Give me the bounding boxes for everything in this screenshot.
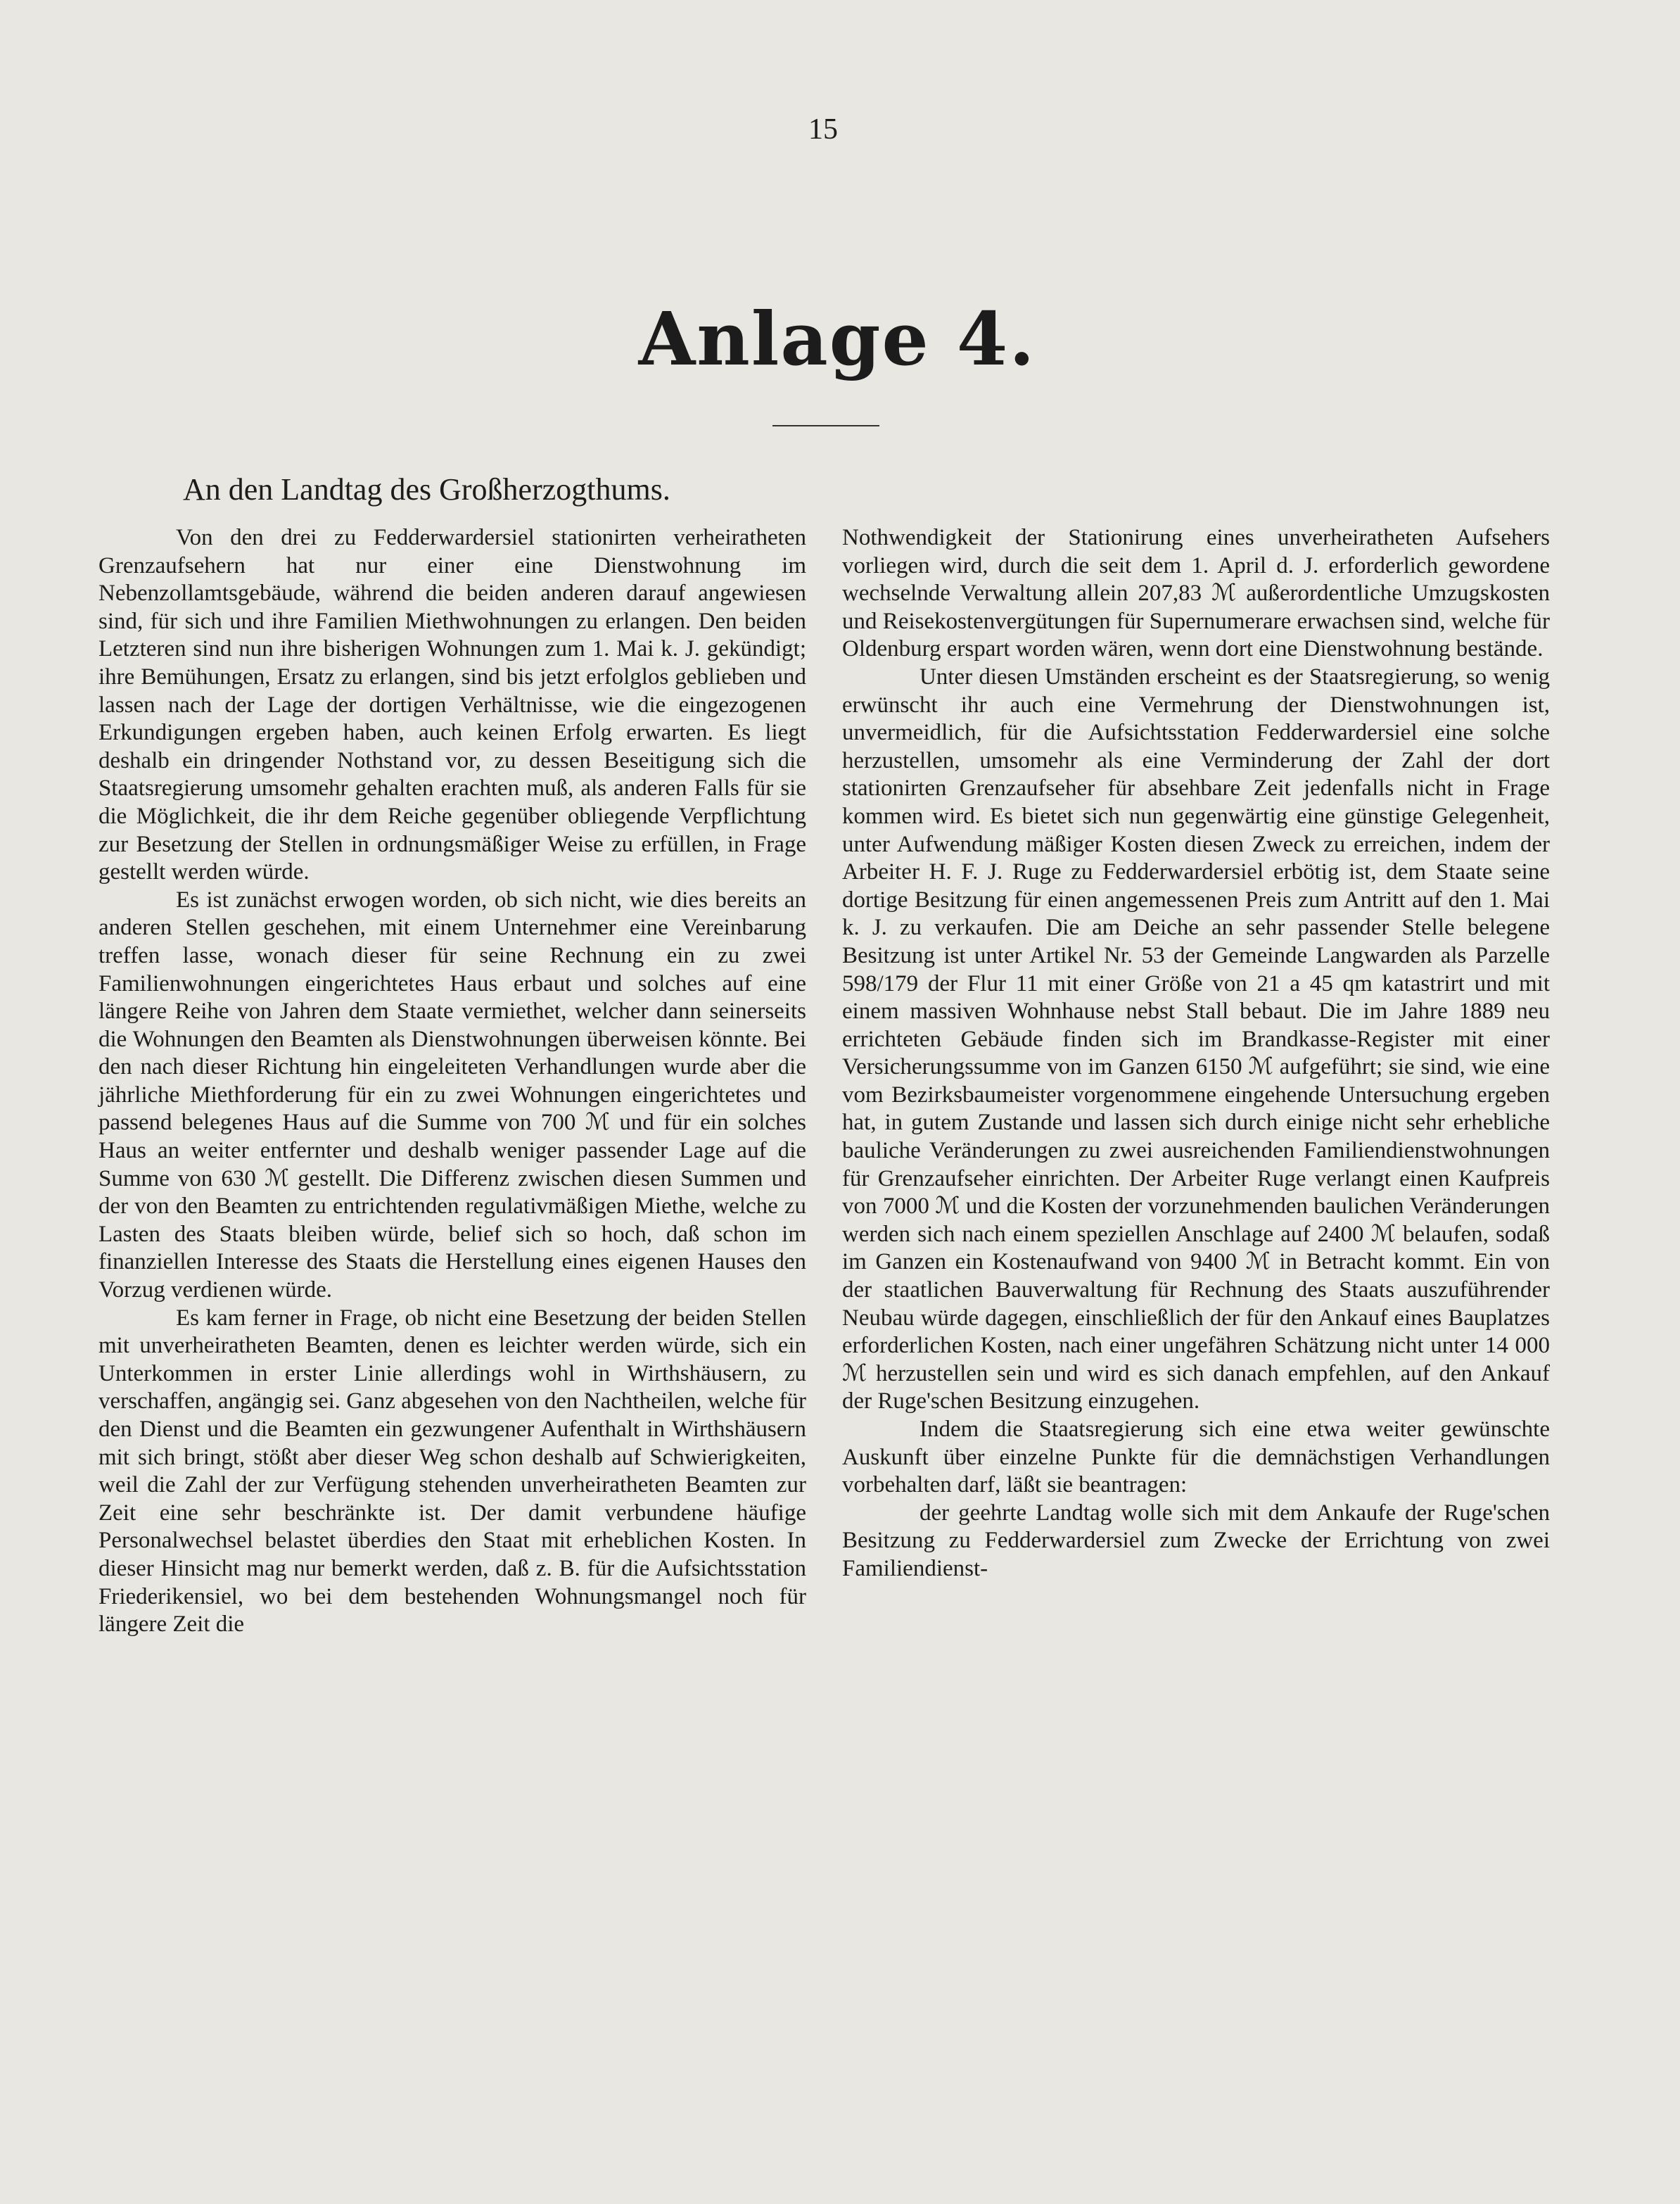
motion-text: der geehrte Landtag wolle sich mit dem Ankaufe der Ruge'schen Besitzung zu Fedderwardersiel zum Zwecke der Errichtung von zwei Familiendienst- <box>842 1500 1550 1581</box>
page-title: Anlage 4. <box>638 296 1036 382</box>
addressee-heading: An den Landtag des Großherzogthums. <box>183 472 670 507</box>
paragraph: Es kam ferner in Frage, ob nicht eine Besetzung der beiden Stellen mit unverheiratheten Beamten, denen es leichter werden würde, sich ein Unterkommen in erster Linie allerdings wohl in Wirthshäusern, zu verschaffen, angängig sei. Ganz abgesehen von den Nachtheilen, welche für den Dienst und die Beamten ein gezwungener Aufenthalt in Wirthshäusern mit sich bringt, stößt aber dieser Weg schon deshalb auf Schwierigkeiten, weil die Zahl der zur Verfügung stehenden unverheiratheten Beamten zur Zeit eine sehr beschränkte ist. Der damit verbundene häufige Personalwechsel belastet überdies den Staat mit erheblichen Kosten. In dieser Hinsicht mag nur bemerkt werden, daß z. B. für die Aufsichtsstation Friederikensiel, wo bei dem bestehenden Wohnungsmangel noch für längere Zeit die <box>98 1305 806 1638</box>
page-number: 15 <box>808 113 838 146</box>
left-column <box>98 524 806 1639</box>
title-divider <box>772 425 879 426</box>
paragraph-continued: Nothwendigkeit der Stationirung eines unverheiratheten Aufsehers vorliegen wird, durch die seit dem 1. April d. J. erforderlich gewordene wechselnde Verwaltung allein 207,83 ℳ außerordentliche Umzugskosten und Reisekostenvergütungen für Supernumerare erwachsen sind, welche für Oldenburg erspart worden wären, wenn dort eine Dienstwohnung bestände. <box>842 525 1550 662</box>
paragraph: Es ist zunächst erwogen worden, ob sich nicht, wie dies bereits an anderen Stellen geschehen, mit einem Unternehmer eine Vereinbarung treffen lasse, wonach dieser für seine Rechnung ein zu zwei Familienwohnungen eingerichtetes Haus erbaut und solches auf eine längere Reihe von Jahren dem Staate vermiethet, welcher dann seinerseits die Wohnungen den Beamten als Dienstwohnungen überweisen könnte. Bei den nach dieser Richtung hin eingeleiteten Verhandlungen wurde aber die jährliche Miethforderung für ein zu zwei Wohnungen eingerichtetes und passend belegenes Haus auf die Summe von 700 ℳ und für ein solches Haus an weiter entfernter und deshalb weniger passender Lage auf die Summe von 630 ℳ gestellt. Die Differenz zwischen diesen Summen und der von den Beamten zu entrichtenden regulativmäßigen Miethe, welche zu Lasten des Staats bleiben würde, belief sich so hoch, daß schon im finanziellen Interesse des Staats die Herstellung eines eigenen Hauses den Vorzug verdienen würde. <box>98 887 806 1303</box>
paragraph: Von den drei zu Fedderwardersiel stationirten verheiratheten Grenzaufsehern hat nur einer eine Dienstwohnung im Nebenzollamtsgebäude, während die beiden anderen darauf angewiesen sind, für sich und ihre Familien Miethwohnungen zu erlangen. Den beiden Letzteren sind nun ihre bisherigen Wohnungen zum 1. Mai k. J. gekündigt; ihre Bemühungen, Ersatz zu erlangen, sind bis jetzt erfolglos geblieben und lassen nach der Lage der dortigen Verhältnisse, wie die eingezogenen Erkundigungen ergeben haben, auch keinen Erfolg erwarten. Es liegt deshalb ein dringender Nothstand vor, zu dessen Beseitigung sich die Staatsregierung umsomehr gehalten erachten muß, als anderen Falls für sie die Möglichkeit, die ihr dem Reiche gegenüber obliegende Verpflichtung zur Besetzung der Stellen in ordnungsmäßiger Weise zu erfüllen, in Frage gestellt werden würde. <box>98 525 806 885</box>
right-column <box>842 524 1550 1583</box>
paragraph: Indem die Staatsregierung sich eine etwa weiter gewünschte Auskunft über einzelne Punkte für die demnächstigen Verhandlungen vorbehalten darf, läßt sie beantragen: <box>842 1417 1550 1498</box>
paragraph: Unter diesen Umständen erscheint es der Staatsregierung, so wenig erwünscht ihr auch eine Vermehrung der Dienstwohnungen ist, unvermeidlich, für die Aufsichtsstation Fedderwardersiel eine solche herzustellen, umsomehr als eine Verminderung der Zahl der dort stationirten Grenzaufseher für absehbare Zeit jedenfalls nicht in Frage kommen wird. Es bietet sich nun gegenwärtig eine günstige Gelegenheit, unter Aufwendung mäßiger Kosten diesen Zweck zu erreichen, indem der Arbeiter H. F. J. Ruge zu Fedderwardersiel erbötig ist, dem Staate seine dortige Besitzung für einen angemessenen Preis zum Antritt auf den 1. Mai k. J. zu verkaufen. Die am Deiche an sehr passender Stelle belegene Besitzung ist unter Artikel Nr. 53 der Gemeinde Langwarden als Parzelle 598/179 der Flur 11 mit einer Größe von 21 a 45 qm katastrirt und mit einem massiven Wohnhause nebst Stall bebaut. Die im Jahre 1889 neu errichteten Gebäude finden sich im Brandkasse-Register mit einer Versicherungssumme von im Ganzen 6150 ℳ aufgeführt; sie sind, wie eine vom Bezirksbaumeister vorgenommene eingehende Untersuchung ergeben hat, in gutem Zustande und lassen sich durch einige nicht sehr erhebliche bauliche Veränderungen zu zwei ausreichenden Familiendienstwohnungen für Grenzaufseher einrichten. Der Arbeiter Ruge verlangt einen Kaufpreis von 7000 ℳ und die Kosten der vorzunehmenden baulichen Veränderungen werden sich nach einem speziellen Anschlage auf 2400 ℳ belaufen, sodaß im Ganzen ein Kostenaufwand von 9400 ℳ in Betracht kommt. Ein von der staatlichen Bauverwaltung für Rechnung des Staats auszuführender Neubau würde dagegen, einschließlich der für den Ankauf eines Bauplatzes erforderlichen Kosten, nach einer ungefähren Schätzung nicht unter 14 000 ℳ herzustellen sein und wird es sich danach empfehlen, auf den Ankauf der Ruge'schen Besitzung einzugehen. <box>842 664 1550 1414</box>
